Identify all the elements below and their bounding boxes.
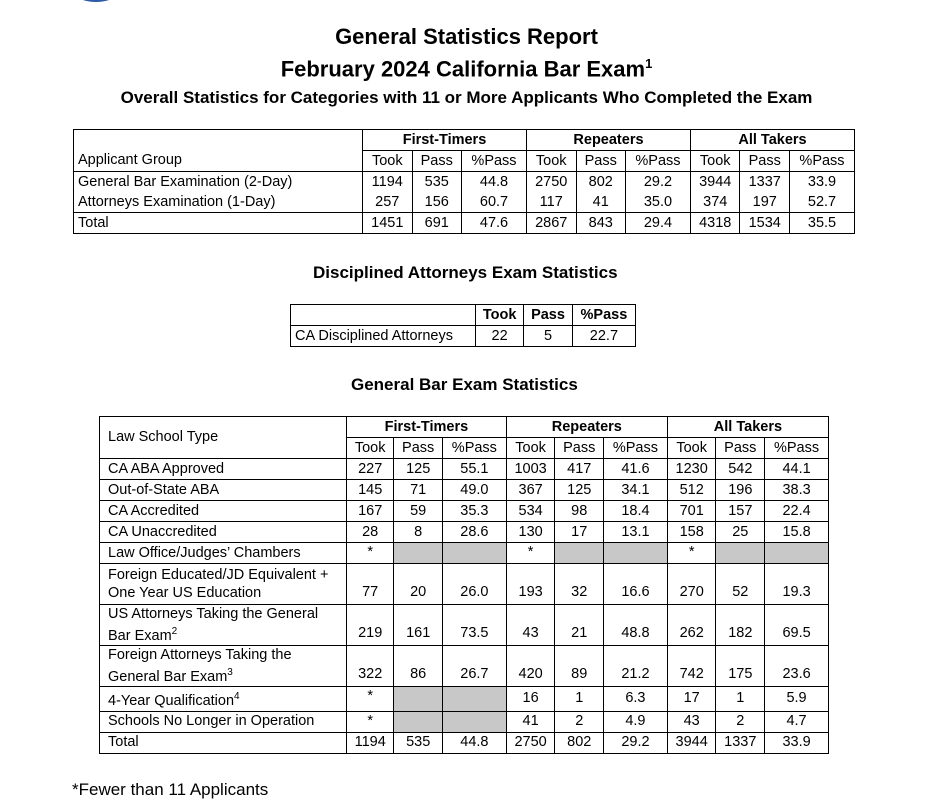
table-cell: 49.0	[442, 480, 506, 501]
col-header: Took	[506, 438, 555, 459]
table-cell: 161	[394, 605, 443, 646]
table-row	[74, 172, 855, 193]
row-label	[100, 543, 347, 564]
table-cell: 157	[716, 501, 765, 522]
table-cell: 1230	[667, 459, 716, 480]
row-label: CA Disciplined Attorneys	[291, 326, 476, 347]
table-cell: 13.1	[604, 522, 668, 543]
table-cell: 1194	[347, 732, 394, 753]
col-header: Pass	[576, 151, 626, 172]
table-cell: 38.3	[765, 480, 829, 501]
cell: 22.7	[572, 326, 635, 347]
table-cell: 1	[555, 687, 604, 712]
table-cell: 2867	[526, 213, 576, 234]
table-cell: 35.3	[442, 501, 506, 522]
table-cell: 322	[347, 646, 394, 687]
table-cell	[394, 687, 443, 712]
disciplined-heading: Disciplined Attorneys Exam Statistics	[313, 263, 618, 282]
table-cell	[716, 543, 765, 564]
table-cell: 802	[576, 172, 626, 193]
table-cell: 29.2	[626, 172, 691, 193]
table-cell: *	[506, 543, 555, 564]
table-cell: 20	[394, 564, 443, 605]
row-label-text: 4-Year Qualification	[108, 692, 235, 709]
table-cell	[555, 543, 604, 564]
table-row	[100, 543, 829, 564]
row-label-text: General Bar Examination (2-Day)	[78, 173, 293, 190]
table-cell: 33.9	[790, 172, 855, 193]
footnote-marker: 2	[171, 626, 178, 638]
table-cell: 33.9	[765, 732, 829, 753]
row-label	[74, 213, 363, 234]
col-header: %Pass	[462, 151, 527, 172]
table-cell: *	[667, 543, 716, 564]
table-cell: 125	[394, 459, 443, 480]
table-cell: 1337	[716, 732, 765, 753]
table-cell: 21.2	[604, 646, 668, 687]
row-label-text: CA ABA Approved	[108, 460, 225, 477]
col-header: Pass	[740, 151, 790, 172]
table-cell: *	[347, 687, 394, 712]
table-cell: 35.5	[790, 213, 855, 234]
table-cell: 16.6	[604, 564, 668, 605]
table-cell: 1	[716, 687, 765, 712]
table-cell: 535	[394, 732, 443, 753]
group-header: First-Timers	[363, 130, 527, 151]
row-label-text: CA Accredited	[108, 502, 200, 519]
table-cell: 3944	[667, 732, 716, 753]
general-bar-table	[99, 416, 829, 754]
table-cell: 60.7	[462, 192, 527, 213]
col-header: Pass	[412, 151, 462, 172]
table-cell: 47.6	[462, 213, 527, 234]
table-cell: 22.4	[765, 501, 829, 522]
table-cell: 2	[716, 711, 765, 732]
table-cell: 130	[506, 522, 555, 543]
row-label	[100, 522, 347, 543]
table-row	[100, 480, 829, 501]
table-cell: 52.7	[790, 192, 855, 213]
table-cell: 2750	[506, 732, 555, 753]
table-cell: 145	[347, 480, 394, 501]
table-cell: 77	[347, 564, 394, 605]
col-header: Took	[526, 151, 576, 172]
table-cell: 41	[506, 711, 555, 732]
table-cell: 34.1	[604, 480, 668, 501]
table-cell: 542	[716, 459, 765, 480]
table-cell: 41	[576, 192, 626, 213]
cell: 22	[476, 326, 524, 347]
table-cell	[442, 543, 506, 564]
table-cell: 535	[412, 172, 462, 193]
group-header: First-Timers	[347, 417, 507, 438]
table-cell: 2750	[526, 172, 576, 193]
table-cell: 691	[412, 213, 462, 234]
table-cell: 44.8	[462, 172, 527, 193]
row-label-text: Total	[108, 734, 139, 751]
table-cell: 17	[555, 522, 604, 543]
row-label	[100, 711, 347, 732]
table-cell: 374	[690, 192, 740, 213]
table-cell: 125	[555, 480, 604, 501]
row-label	[100, 564, 347, 605]
table-cell: 270	[667, 564, 716, 605]
table-cell: 262	[667, 605, 716, 646]
row-label-text: Foreign Attorneys Taking the General Bar Exam	[108, 647, 292, 685]
table-cell: 367	[506, 480, 555, 501]
table-cell: 26.7	[442, 646, 506, 687]
table-cell: 193	[506, 564, 555, 605]
table-cell: 25	[716, 522, 765, 543]
row-label	[100, 501, 347, 522]
disciplined-table	[290, 304, 636, 347]
table-cell: 4.9	[604, 711, 668, 732]
table-cell: 158	[667, 522, 716, 543]
row-header: Applicant Group	[74, 151, 363, 172]
table-cell: 512	[667, 480, 716, 501]
table-cell: 52	[716, 564, 765, 605]
table-cell: 182	[716, 605, 765, 646]
table-cell: *	[347, 543, 394, 564]
table-cell: 6.3	[604, 687, 668, 712]
table-cell: 41.6	[604, 459, 668, 480]
row-label-text: CA Unaccredited	[108, 523, 217, 540]
table-cell: 43	[506, 605, 555, 646]
report-subtitle	[0, 56, 933, 82]
table-cell: 1003	[506, 459, 555, 480]
footnote-marker: 1	[645, 56, 653, 71]
table-cell: 29.2	[604, 732, 668, 753]
col-header: %Pass	[604, 438, 668, 459]
table-cell: 71	[394, 480, 443, 501]
table-row	[100, 687, 829, 712]
table-cell: 1534	[740, 213, 790, 234]
row-header: Law School Type	[100, 417, 347, 459]
col-header: Took	[690, 151, 740, 172]
table-cell: 86	[394, 646, 443, 687]
table-cell: 802	[555, 732, 604, 753]
table-cell: 23.6	[765, 646, 829, 687]
table-cell	[765, 543, 829, 564]
table-cell: 197	[740, 192, 790, 213]
table-cell: 43	[667, 711, 716, 732]
footnote-marker: 4	[234, 691, 240, 702]
table-cell: 3944	[690, 172, 740, 193]
col-header: Pass	[524, 305, 573, 326]
table-cell: 175	[716, 646, 765, 687]
table-cell: 219	[347, 605, 394, 646]
table-cell: *	[347, 711, 394, 732]
footnote-marker: 3	[227, 667, 233, 679]
group-header: Repeaters	[526, 130, 690, 151]
row-label	[100, 732, 347, 753]
table-cell	[394, 543, 443, 564]
row-label-text: Foreign Educated/JD Equivalent + One Year US Education	[108, 567, 329, 601]
table-cell: 534	[506, 501, 555, 522]
table-cell: 420	[506, 646, 555, 687]
footnote: *Fewer than 11 Applicants	[72, 780, 269, 799]
table-cell: 417	[555, 459, 604, 480]
table-cell: 16	[506, 687, 555, 712]
row-label-text: Attorneys Examination (1-Day)	[78, 193, 276, 210]
col-header: %Pass	[572, 305, 635, 326]
table-cell	[604, 543, 668, 564]
col-header: Pass	[555, 438, 604, 459]
table-cell: 44.8	[442, 732, 506, 753]
table-cell: 167	[347, 501, 394, 522]
general-rows	[100, 459, 829, 754]
row-label-text: Out-of-State ABA	[108, 481, 220, 498]
table-cell: 156	[412, 192, 462, 213]
col-header: %Pass	[626, 151, 691, 172]
col-header: Pass	[394, 438, 443, 459]
table-row	[100, 522, 829, 543]
group-header: All Takers	[690, 130, 854, 151]
row-label-text: US Attorneys Taking the General Bar Exam	[108, 606, 319, 644]
row-label-text: Schools No Longer in Operation	[108, 713, 315, 730]
col-header: Pass	[716, 438, 765, 459]
table-cell: 4.7	[765, 711, 829, 732]
group-header: All Takers	[667, 417, 828, 438]
table-cell: 257	[363, 192, 413, 213]
row-label	[100, 646, 347, 687]
table-row	[100, 564, 829, 605]
table-cell: 17	[667, 687, 716, 712]
table-cell	[442, 711, 506, 732]
table-cell: 48.8	[604, 605, 668, 646]
table-row	[74, 213, 855, 234]
row-label	[100, 687, 347, 712]
table-cell	[442, 687, 506, 712]
table-cell: 117	[526, 192, 576, 213]
col-header: %Pass	[442, 438, 506, 459]
table-row	[100, 711, 829, 732]
table-cell: 73.5	[442, 605, 506, 646]
table-cell: 18.4	[604, 501, 668, 522]
table-cell: 32	[555, 564, 604, 605]
overall-statistics-table	[73, 129, 855, 234]
table-row	[100, 459, 829, 480]
table-cell: 15.8	[765, 522, 829, 543]
table-cell: 28	[347, 522, 394, 543]
col-header: Took	[363, 151, 413, 172]
table-cell: 701	[667, 501, 716, 522]
report-subtitle-text: February 2024 California Bar Exam	[280, 56, 646, 82]
table-cell: 35.0	[626, 192, 691, 213]
table-cell: 843	[576, 213, 626, 234]
group-header: Repeaters	[506, 417, 667, 438]
table-cell: 69.5	[765, 605, 829, 646]
report-title: General Statistics Report	[335, 24, 598, 49]
table-cell: 196	[716, 480, 765, 501]
row-label	[74, 192, 363, 213]
table-cell: 1451	[363, 213, 413, 234]
table-cell: 59	[394, 501, 443, 522]
table-cell: 19.3	[765, 564, 829, 605]
table-cell: 55.1	[442, 459, 506, 480]
col-header: Took	[476, 305, 524, 326]
row-label-text: Law Office/Judges’ Chambers	[108, 544, 301, 561]
table-cell: 44.1	[765, 459, 829, 480]
row-label	[74, 172, 363, 193]
table-cell: 26.0	[442, 564, 506, 605]
table-cell: 8	[394, 522, 443, 543]
col-header: Took	[667, 438, 716, 459]
state-bar-seal	[52, 0, 142, 6]
table-cell: 2	[555, 711, 604, 732]
table-row	[100, 501, 829, 522]
col-header: %Pass	[790, 151, 855, 172]
table-cell: 1337	[740, 172, 790, 193]
table-cell: 4318	[690, 213, 740, 234]
col-header: Took	[347, 438, 394, 459]
table-row	[100, 605, 829, 646]
table-row	[74, 192, 855, 213]
table-row	[100, 646, 829, 687]
table-cell: 742	[667, 646, 716, 687]
table-cell	[394, 711, 443, 732]
table-cell: 5.9	[765, 687, 829, 712]
row-label	[100, 459, 347, 480]
table-cell: 28.6	[442, 522, 506, 543]
table-cell: 1194	[363, 172, 413, 193]
table-row	[100, 732, 829, 753]
row-label	[100, 480, 347, 501]
table-cell: 21	[555, 605, 604, 646]
table-cell: 89	[555, 646, 604, 687]
table-cell: 227	[347, 459, 394, 480]
overall-rows	[74, 172, 855, 234]
overall-heading: Overall Statistics for Categories with 11 or More Applicants Who Completed the Exam	[120, 88, 813, 107]
table-cell: 98	[555, 501, 604, 522]
col-header: %Pass	[765, 438, 829, 459]
row-label-text: Total	[78, 214, 109, 231]
row-label	[100, 605, 347, 646]
cell: 5	[524, 326, 573, 347]
general-heading: General Bar Exam Statistics	[351, 375, 578, 394]
table-cell: 29.4	[626, 213, 691, 234]
